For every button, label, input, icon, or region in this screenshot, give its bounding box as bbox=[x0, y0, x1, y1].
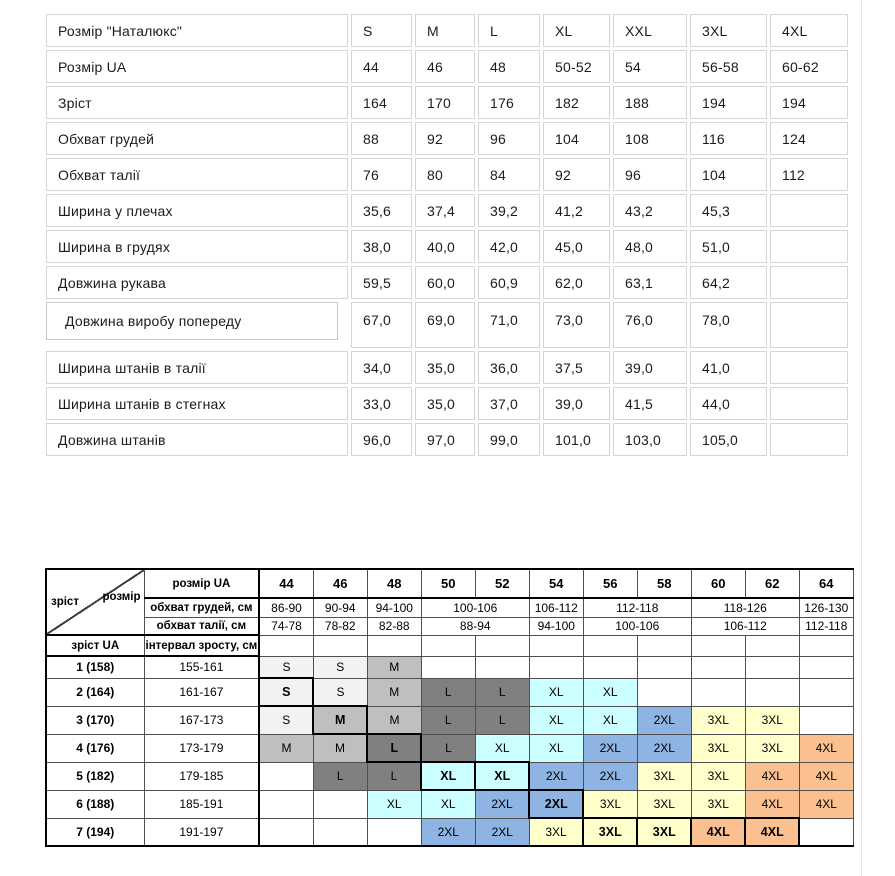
measure-row bbox=[46, 194, 848, 227]
measure-value-cell: 35,6 bbox=[351, 194, 412, 227]
measure-value-cell: 164 bbox=[351, 86, 412, 119]
matrix-size-cell: S bbox=[313, 678, 367, 706]
measure-value-cell: 60-62 bbox=[770, 50, 848, 83]
matrix-empty-header-cell bbox=[583, 635, 637, 656]
measure-value-cell: 73,0 bbox=[543, 302, 610, 348]
measure-value-cell: 92 bbox=[415, 122, 475, 155]
measure-row-label: Ширина штанів в талії bbox=[46, 351, 348, 384]
measure-header-size: M bbox=[415, 14, 475, 47]
measure-value-cell bbox=[770, 266, 848, 299]
matrix-size-cell bbox=[421, 656, 475, 678]
matrix-waist-range: 106-112 bbox=[691, 617, 799, 635]
matrix-size-cell: 2XL bbox=[421, 818, 475, 846]
matrix-size-cell: 2XL bbox=[583, 734, 637, 762]
matrix-size-cell: 4XL bbox=[799, 762, 853, 790]
matrix-size-cell: 2XL bbox=[637, 734, 691, 762]
matrix-empty-header-cell bbox=[691, 635, 745, 656]
matrix-body-row bbox=[46, 734, 853, 762]
measure-header-title: Розмір "Наталюкс" bbox=[46, 14, 348, 47]
matrix-size-cell: L bbox=[367, 734, 421, 762]
matrix-empty-header-cell bbox=[259, 635, 313, 656]
matrix-size-cell: L bbox=[367, 762, 421, 790]
matrix-size-cell: 4XL bbox=[745, 818, 799, 846]
matrix-waist-range: 94-100 bbox=[529, 617, 583, 635]
measure-value-cell: 54 bbox=[613, 50, 687, 83]
measure-value-cell: 124 bbox=[770, 122, 848, 155]
matrix-size-cell: L bbox=[475, 706, 529, 734]
matrix-sizes-row bbox=[46, 569, 853, 598]
matrix-chest-range: 94-100 bbox=[367, 598, 421, 617]
matrix-corner-cell bbox=[46, 569, 144, 635]
measure-value-cell: 84 bbox=[478, 158, 540, 191]
measure-value-cell: 96 bbox=[478, 122, 540, 155]
measure-row bbox=[46, 387, 848, 420]
matrix-chest-range: 100-106 bbox=[421, 598, 529, 617]
matrix-size-cell: XL bbox=[475, 734, 529, 762]
page-divider bbox=[861, 0, 862, 876]
matrix-size-cell: 3XL bbox=[691, 734, 745, 762]
measure-value-cell: 78,0 bbox=[690, 302, 767, 348]
matrix-body-row bbox=[46, 706, 853, 734]
measure-row bbox=[46, 86, 848, 119]
matrix-size-cell: 4XL bbox=[691, 818, 745, 846]
measure-value-cell: 38,0 bbox=[351, 230, 412, 263]
matrix-size-cell bbox=[259, 818, 313, 846]
matrix-size-cell bbox=[637, 656, 691, 678]
matrix-size-cell: 2XL bbox=[475, 790, 529, 818]
matrix-chest-label: обхват грудей, см bbox=[144, 598, 259, 617]
measure-value-cell: 34,0 bbox=[351, 351, 412, 384]
matrix-size-cell: S bbox=[313, 656, 367, 678]
measure-value-cell: 48 bbox=[478, 50, 540, 83]
measure-value-cell: 176 bbox=[478, 86, 540, 119]
measure-row-label: Ширина в грудях bbox=[46, 230, 348, 263]
measure-header-size: XXL bbox=[613, 14, 687, 47]
matrix-empty-header-cell bbox=[637, 635, 691, 656]
measure-row bbox=[46, 423, 848, 456]
matrix-waist-label: обхват талії, см bbox=[144, 617, 259, 635]
measure-row-label: Ширина у плечах bbox=[46, 194, 348, 227]
matrix-size-cell: 3XL bbox=[745, 706, 799, 734]
matrix-empty-header-cell bbox=[367, 635, 421, 656]
matrix-size-cell: M bbox=[259, 734, 313, 762]
measure-value-cell: 44 bbox=[351, 50, 412, 83]
measure-row bbox=[46, 351, 848, 384]
measure-value-cell: 112 bbox=[770, 158, 848, 191]
measure-value-cell bbox=[770, 387, 848, 420]
matrix-size-cell: L bbox=[475, 678, 529, 706]
measure-value-cell: 96,0 bbox=[351, 423, 412, 456]
measure-value-cell: 42,0 bbox=[478, 230, 540, 263]
matrix-waist-range: 88-94 bbox=[421, 617, 529, 635]
matrix-body-row bbox=[46, 790, 853, 818]
matrix-size-cell bbox=[799, 706, 853, 734]
matrix-waist-range: 100-106 bbox=[583, 617, 691, 635]
matrix-body-row bbox=[46, 818, 853, 846]
matrix-empty-header-cell bbox=[475, 635, 529, 656]
matrix-size-row-label: розмір UA bbox=[144, 569, 259, 598]
measure-value-cell: 37,0 bbox=[478, 387, 540, 420]
measure-header-size: L bbox=[478, 14, 540, 47]
measure-value-cell: 39,0 bbox=[543, 387, 610, 420]
matrix-size-cell bbox=[313, 818, 367, 846]
matrix-size-cell: S bbox=[259, 656, 313, 678]
measure-value-cell: 41,0 bbox=[690, 351, 767, 384]
matrix-empty-header-cell bbox=[529, 635, 583, 656]
matrix-waist-row bbox=[46, 617, 853, 635]
measure-value-cell: 182 bbox=[543, 86, 610, 119]
matrix-empty-header-cell bbox=[421, 635, 475, 656]
measure-value-cell: 104 bbox=[690, 158, 767, 191]
measure-value-cell: 188 bbox=[613, 86, 687, 119]
measure-value-cell: 40,0 bbox=[415, 230, 475, 263]
measure-value-cell: 43,2 bbox=[613, 194, 687, 227]
matrix-interval-cell: 179-185 bbox=[144, 762, 259, 790]
measure-value-cell: 116 bbox=[690, 122, 767, 155]
measure-value-cell bbox=[770, 423, 848, 456]
measure-value-cell: 194 bbox=[690, 86, 767, 119]
matrix-size-cell bbox=[529, 656, 583, 678]
size-matrix-table bbox=[45, 568, 854, 847]
matrix-size-cell: M bbox=[367, 706, 421, 734]
measure-value-cell: 41,2 bbox=[543, 194, 610, 227]
matrix-size-cell: 4XL bbox=[745, 790, 799, 818]
measure-value-cell: 99,0 bbox=[478, 423, 540, 456]
measure-value-cell: 45,0 bbox=[543, 230, 610, 263]
measure-header-size: 3XL bbox=[690, 14, 767, 47]
matrix-size-cell: XL bbox=[475, 762, 529, 790]
measure-value-cell: 62,0 bbox=[543, 266, 610, 299]
measure-value-cell: 44,0 bbox=[690, 387, 767, 420]
matrix-body-row bbox=[46, 678, 853, 706]
measure-value-cell: 48,0 bbox=[613, 230, 687, 263]
measure-value-cell: 36,0 bbox=[478, 351, 540, 384]
measure-value-cell: 80 bbox=[415, 158, 475, 191]
matrix-body-row bbox=[46, 656, 853, 678]
matrix-chest-range: 112-118 bbox=[583, 598, 691, 617]
matrix-size-cell: M bbox=[367, 656, 421, 678]
measure-value-cell: 69,0 bbox=[415, 302, 475, 348]
matrix-chest-row bbox=[46, 598, 853, 617]
measure-header-size: 4XL bbox=[770, 14, 848, 47]
matrix-size-cell: XL bbox=[421, 762, 475, 790]
matrix-size-cell: 2XL bbox=[637, 706, 691, 734]
measure-value-cell bbox=[770, 194, 848, 227]
measure-value-cell: 63,1 bbox=[613, 266, 687, 299]
matrix-waist-range: 78-82 bbox=[313, 617, 367, 635]
matrix-interval-cell: 155-161 bbox=[144, 656, 259, 678]
matrix-size-header: 58 bbox=[637, 569, 691, 598]
matrix-size-cell: L bbox=[421, 734, 475, 762]
measure-value-cell bbox=[770, 302, 848, 348]
matrix-size-cell: 2XL bbox=[529, 790, 583, 818]
measure-value-cell: 60,9 bbox=[478, 266, 540, 299]
matrix-size-cell: 2XL bbox=[583, 762, 637, 790]
measure-value-cell: 56-58 bbox=[690, 50, 767, 83]
matrix-size-cell: XL bbox=[421, 790, 475, 818]
measure-value-cell: 170 bbox=[415, 86, 475, 119]
measure-value-cell: 35,0 bbox=[415, 387, 475, 420]
measure-header-size: XL bbox=[543, 14, 610, 47]
matrix-size-header: 46 bbox=[313, 569, 367, 598]
matrix-size-header: 54 bbox=[529, 569, 583, 598]
matrix-size-cell bbox=[799, 678, 853, 706]
measure-value-cell: 39,0 bbox=[613, 351, 687, 384]
measure-value-cell bbox=[770, 351, 848, 384]
matrix-size-header: 50 bbox=[421, 569, 475, 598]
measure-value-cell: 37,4 bbox=[415, 194, 475, 227]
matrix-size-header: 60 bbox=[691, 569, 745, 598]
boxed-row-label: Довжина виробу попереду bbox=[46, 302, 338, 340]
measure-value-cell: 101,0 bbox=[543, 423, 610, 456]
matrix-size-cell bbox=[259, 790, 313, 818]
matrix-size-cell: XL bbox=[529, 678, 583, 706]
matrix-waist-range: 82-88 bbox=[367, 617, 421, 635]
matrix-size-cell: L bbox=[313, 762, 367, 790]
measure-row bbox=[46, 266, 848, 299]
matrix-size-cell bbox=[637, 678, 691, 706]
measure-value-cell: 104 bbox=[543, 122, 610, 155]
measure-value-cell: 45,3 bbox=[690, 194, 767, 227]
matrix-height-cell: 7 (194) bbox=[46, 818, 144, 846]
matrix-empty-header-cell bbox=[799, 635, 853, 656]
matrix-empty-header-cell bbox=[313, 635, 367, 656]
measure-value-cell: 60,0 bbox=[415, 266, 475, 299]
measure-value-cell: 67,0 bbox=[351, 302, 412, 348]
matrix-size-cell: 3XL bbox=[637, 762, 691, 790]
measure-header-size: S bbox=[351, 14, 412, 47]
matrix-size-cell: 3XL bbox=[583, 790, 637, 818]
measure-row-label: Довжина рукава bbox=[46, 266, 348, 299]
measure-value-cell: 88 bbox=[351, 122, 412, 155]
matrix-waist-range: 112-118 bbox=[799, 617, 853, 635]
measure-value-cell: 35,0 bbox=[415, 351, 475, 384]
matrix-size-header: 56 bbox=[583, 569, 637, 598]
matrix-size-cell: 2XL bbox=[475, 818, 529, 846]
measurements-table bbox=[43, 11, 851, 459]
measure-value-cell: 33,0 bbox=[351, 387, 412, 420]
matrix-size-cell bbox=[799, 656, 853, 678]
measure-value-cell: 37,5 bbox=[543, 351, 610, 384]
matrix-height-cell: 5 (182) bbox=[46, 762, 144, 790]
matrix-size-cell: M bbox=[313, 706, 367, 734]
matrix-size-cell: XL bbox=[583, 706, 637, 734]
measure-value-cell: 97,0 bbox=[415, 423, 475, 456]
matrix-size-cell bbox=[313, 790, 367, 818]
matrix-size-cell: 4XL bbox=[799, 734, 853, 762]
matrix-size-header: 48 bbox=[367, 569, 421, 598]
matrix-size-header: 44 bbox=[259, 569, 313, 598]
matrix-interval-col-label: інтервал зросту, см bbox=[144, 635, 259, 656]
matrix-empty-header-cell bbox=[745, 635, 799, 656]
matrix-size-cell: XL bbox=[529, 706, 583, 734]
matrix-size-header: 64 bbox=[799, 569, 853, 598]
matrix-chest-range: 86-90 bbox=[259, 598, 313, 617]
matrix-size-cell: 3XL bbox=[583, 818, 637, 846]
matrix-size-cell bbox=[475, 656, 529, 678]
matrix-col-labels-row bbox=[46, 635, 853, 656]
matrix-size-cell: 3XL bbox=[745, 734, 799, 762]
measure-value-cell: 92 bbox=[543, 158, 610, 191]
matrix-height-cell: 4 (176) bbox=[46, 734, 144, 762]
measure-row-label: Обхват талії bbox=[46, 158, 348, 191]
measure-value-cell: 39,2 bbox=[478, 194, 540, 227]
measure-value-cell: 108 bbox=[613, 122, 687, 155]
matrix-body-row bbox=[46, 762, 853, 790]
matrix-size-cell bbox=[367, 818, 421, 846]
measure-header-row bbox=[46, 14, 848, 47]
measure-row bbox=[46, 158, 848, 191]
matrix-size-cell: 4XL bbox=[799, 790, 853, 818]
measure-row-label: Довжина штанів bbox=[46, 423, 348, 456]
measure-row-label-cell bbox=[46, 302, 348, 348]
matrix-size-cell bbox=[583, 656, 637, 678]
corner-size-word: розмір bbox=[102, 590, 141, 603]
measure-value-cell: 76 bbox=[351, 158, 412, 191]
matrix-size-cell: 3XL bbox=[637, 790, 691, 818]
matrix-size-cell: 4XL bbox=[745, 762, 799, 790]
matrix-waist-range: 74-78 bbox=[259, 617, 313, 635]
measure-value-cell: 194 bbox=[770, 86, 848, 119]
matrix-interval-cell: 167-173 bbox=[144, 706, 259, 734]
matrix-size-cell: 3XL bbox=[691, 762, 745, 790]
measure-row bbox=[46, 122, 848, 155]
measure-row-label: Обхват грудей bbox=[46, 122, 348, 155]
measure-value-cell: 41,5 bbox=[613, 387, 687, 420]
matrix-size-cell: 2XL bbox=[529, 762, 583, 790]
measure-row-label: Зріст bbox=[46, 86, 348, 119]
matrix-chest-range: 118-126 bbox=[691, 598, 799, 617]
measure-value-cell: 103,0 bbox=[613, 423, 687, 456]
matrix-size-cell bbox=[745, 678, 799, 706]
matrix-size-cell: 3XL bbox=[529, 818, 583, 846]
measure-value-cell: 96 bbox=[613, 158, 687, 191]
matrix-interval-cell: 191-197 bbox=[144, 818, 259, 846]
measure-value-cell: 50-52 bbox=[543, 50, 610, 83]
matrix-size-cell: L bbox=[421, 678, 475, 706]
matrix-size-cell: S bbox=[259, 678, 313, 706]
corner-height-word: зріст bbox=[51, 596, 79, 608]
matrix-chest-range: 90-94 bbox=[313, 598, 367, 617]
matrix-size-header: 62 bbox=[745, 569, 799, 598]
matrix-height-cell: 1 (158) bbox=[46, 656, 144, 678]
measure-value-cell: 46 bbox=[415, 50, 475, 83]
measure-row-label: Ширина штанів в стегнах bbox=[46, 387, 348, 420]
matrix-size-header: 52 bbox=[475, 569, 529, 598]
matrix-interval-cell: 173-179 bbox=[144, 734, 259, 762]
matrix-interval-cell: 161-167 bbox=[144, 678, 259, 706]
matrix-interval-cell: 185-191 bbox=[144, 790, 259, 818]
measure-value-cell: 51,0 bbox=[690, 230, 767, 263]
matrix-size-cell bbox=[259, 762, 313, 790]
matrix-size-cell bbox=[799, 818, 853, 846]
matrix-size-cell: L bbox=[421, 706, 475, 734]
matrix-size-cell bbox=[745, 656, 799, 678]
measure-row bbox=[46, 50, 848, 83]
matrix-size-cell: XL bbox=[529, 734, 583, 762]
measure-value-cell: 76,0 bbox=[613, 302, 687, 348]
measure-value-cell: 71,0 bbox=[478, 302, 540, 348]
measure-row-label: Розмір UA bbox=[46, 50, 348, 83]
matrix-height-cell: 3 (170) bbox=[46, 706, 144, 734]
matrix-height-cell: 6 (188) bbox=[46, 790, 144, 818]
matrix-height-col-label: зріст UA bbox=[46, 635, 144, 656]
matrix-chest-range: 126-130 bbox=[799, 598, 853, 617]
matrix-size-cell: 3XL bbox=[691, 706, 745, 734]
matrix-size-cell: M bbox=[367, 678, 421, 706]
measure-value-cell: 105,0 bbox=[690, 423, 767, 456]
matrix-size-cell: S bbox=[259, 706, 313, 734]
measure-row bbox=[46, 230, 848, 263]
matrix-size-cell: XL bbox=[367, 790, 421, 818]
matrix-chest-range: 106-112 bbox=[529, 598, 583, 617]
matrix-size-cell bbox=[691, 656, 745, 678]
measure-value-cell: 64,2 bbox=[690, 266, 767, 299]
matrix-height-cell: 2 (164) bbox=[46, 678, 144, 706]
matrix-size-cell: M bbox=[313, 734, 367, 762]
measure-row bbox=[46, 302, 848, 348]
matrix-size-cell bbox=[691, 678, 745, 706]
matrix-size-cell: 3XL bbox=[637, 818, 691, 846]
matrix-size-cell: 3XL bbox=[691, 790, 745, 818]
measure-value-cell bbox=[770, 230, 848, 263]
measure-value-cell: 59,5 bbox=[351, 266, 412, 299]
matrix-size-cell: XL bbox=[583, 678, 637, 706]
